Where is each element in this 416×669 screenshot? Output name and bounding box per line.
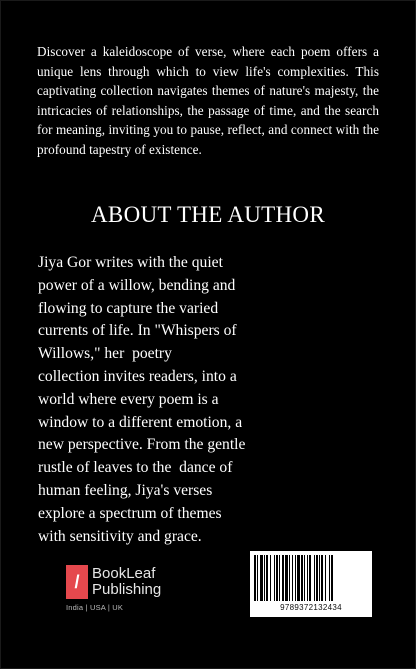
barcode-bar [292,555,293,601]
barcode-bar [254,555,256,601]
book-blurb: Discover a kaleidoscope of verse, where each poem offers a unique lens through which to view life's complexities. This captivating collection navigates themes of nature's majesty, the intricacies of relationships, the passage of time, and the search for meaning, inviting you to pause, reflect, and connect with the profound tapestry of existence. [37,44,379,157]
barcode-bar [260,555,263,601]
barcode-bar [266,555,268,601]
barcode-bar [297,555,300,601]
bio-line: Willows," her poetry [38,345,172,363]
barcode-bar [257,555,258,601]
barcode-bar [319,555,320,601]
barcode-bar [295,555,296,601]
bio-line: power of a willow, bending and [38,276,236,294]
barcode-bar [314,555,315,601]
barcode-bar [321,555,323,601]
bio-line: window to a different emotion, a [38,413,243,431]
barcode-bar [331,555,333,601]
bio-line: with sensitivity and grace. [38,527,202,545]
barcode-bar [316,555,318,601]
publisher-name-line1: BookLeaf [92,565,156,582]
barcode-bars-icon [254,555,368,601]
barcode-bar [304,555,305,601]
barcode-bar [285,555,288,601]
bio-line: collection invites readers, into a [38,367,237,385]
barcode-bar [282,555,284,601]
barcode-bar [289,555,290,601]
bio-line: Jiya Gor writes with the quiet [38,254,223,271]
barcode-bar [307,555,308,601]
barcode-bar [270,555,271,601]
publisher-regions: India | USA | UK [66,603,124,612]
publisher-logo [66,565,186,613]
bio-line: world where every poem is a [38,390,219,408]
barcode-bar [309,555,311,601]
barcode-bar [264,555,265,601]
barcode-bar [301,555,303,601]
bio-line: flowing to capture the varied [38,299,219,317]
about-author-heading: ABOUT THE AUTHOR [91,202,325,227]
bio-line: currents of life. In "Whispers of [38,322,237,340]
bio-line: human feeling, Jiya's verses [38,481,213,499]
barcode-bar [274,555,275,601]
barcode-bar [279,555,280,601]
barcode-bar [325,555,326,601]
author-bio [38,252,278,548]
isbn-barcode [250,551,372,617]
isbn-number: 9789372132434 [280,603,342,612]
bio-line: explore a spectrum of themes [38,504,222,522]
publisher-name-line2: Publishing [92,581,162,598]
bio-line: rustle of leaves to the dance of [38,459,233,477]
bio-line: new perspective. From the gentle [38,436,246,454]
barcode-bar [329,555,330,601]
barcode-bar [276,555,278,601]
publisher-mark-icon: / [66,565,88,599]
